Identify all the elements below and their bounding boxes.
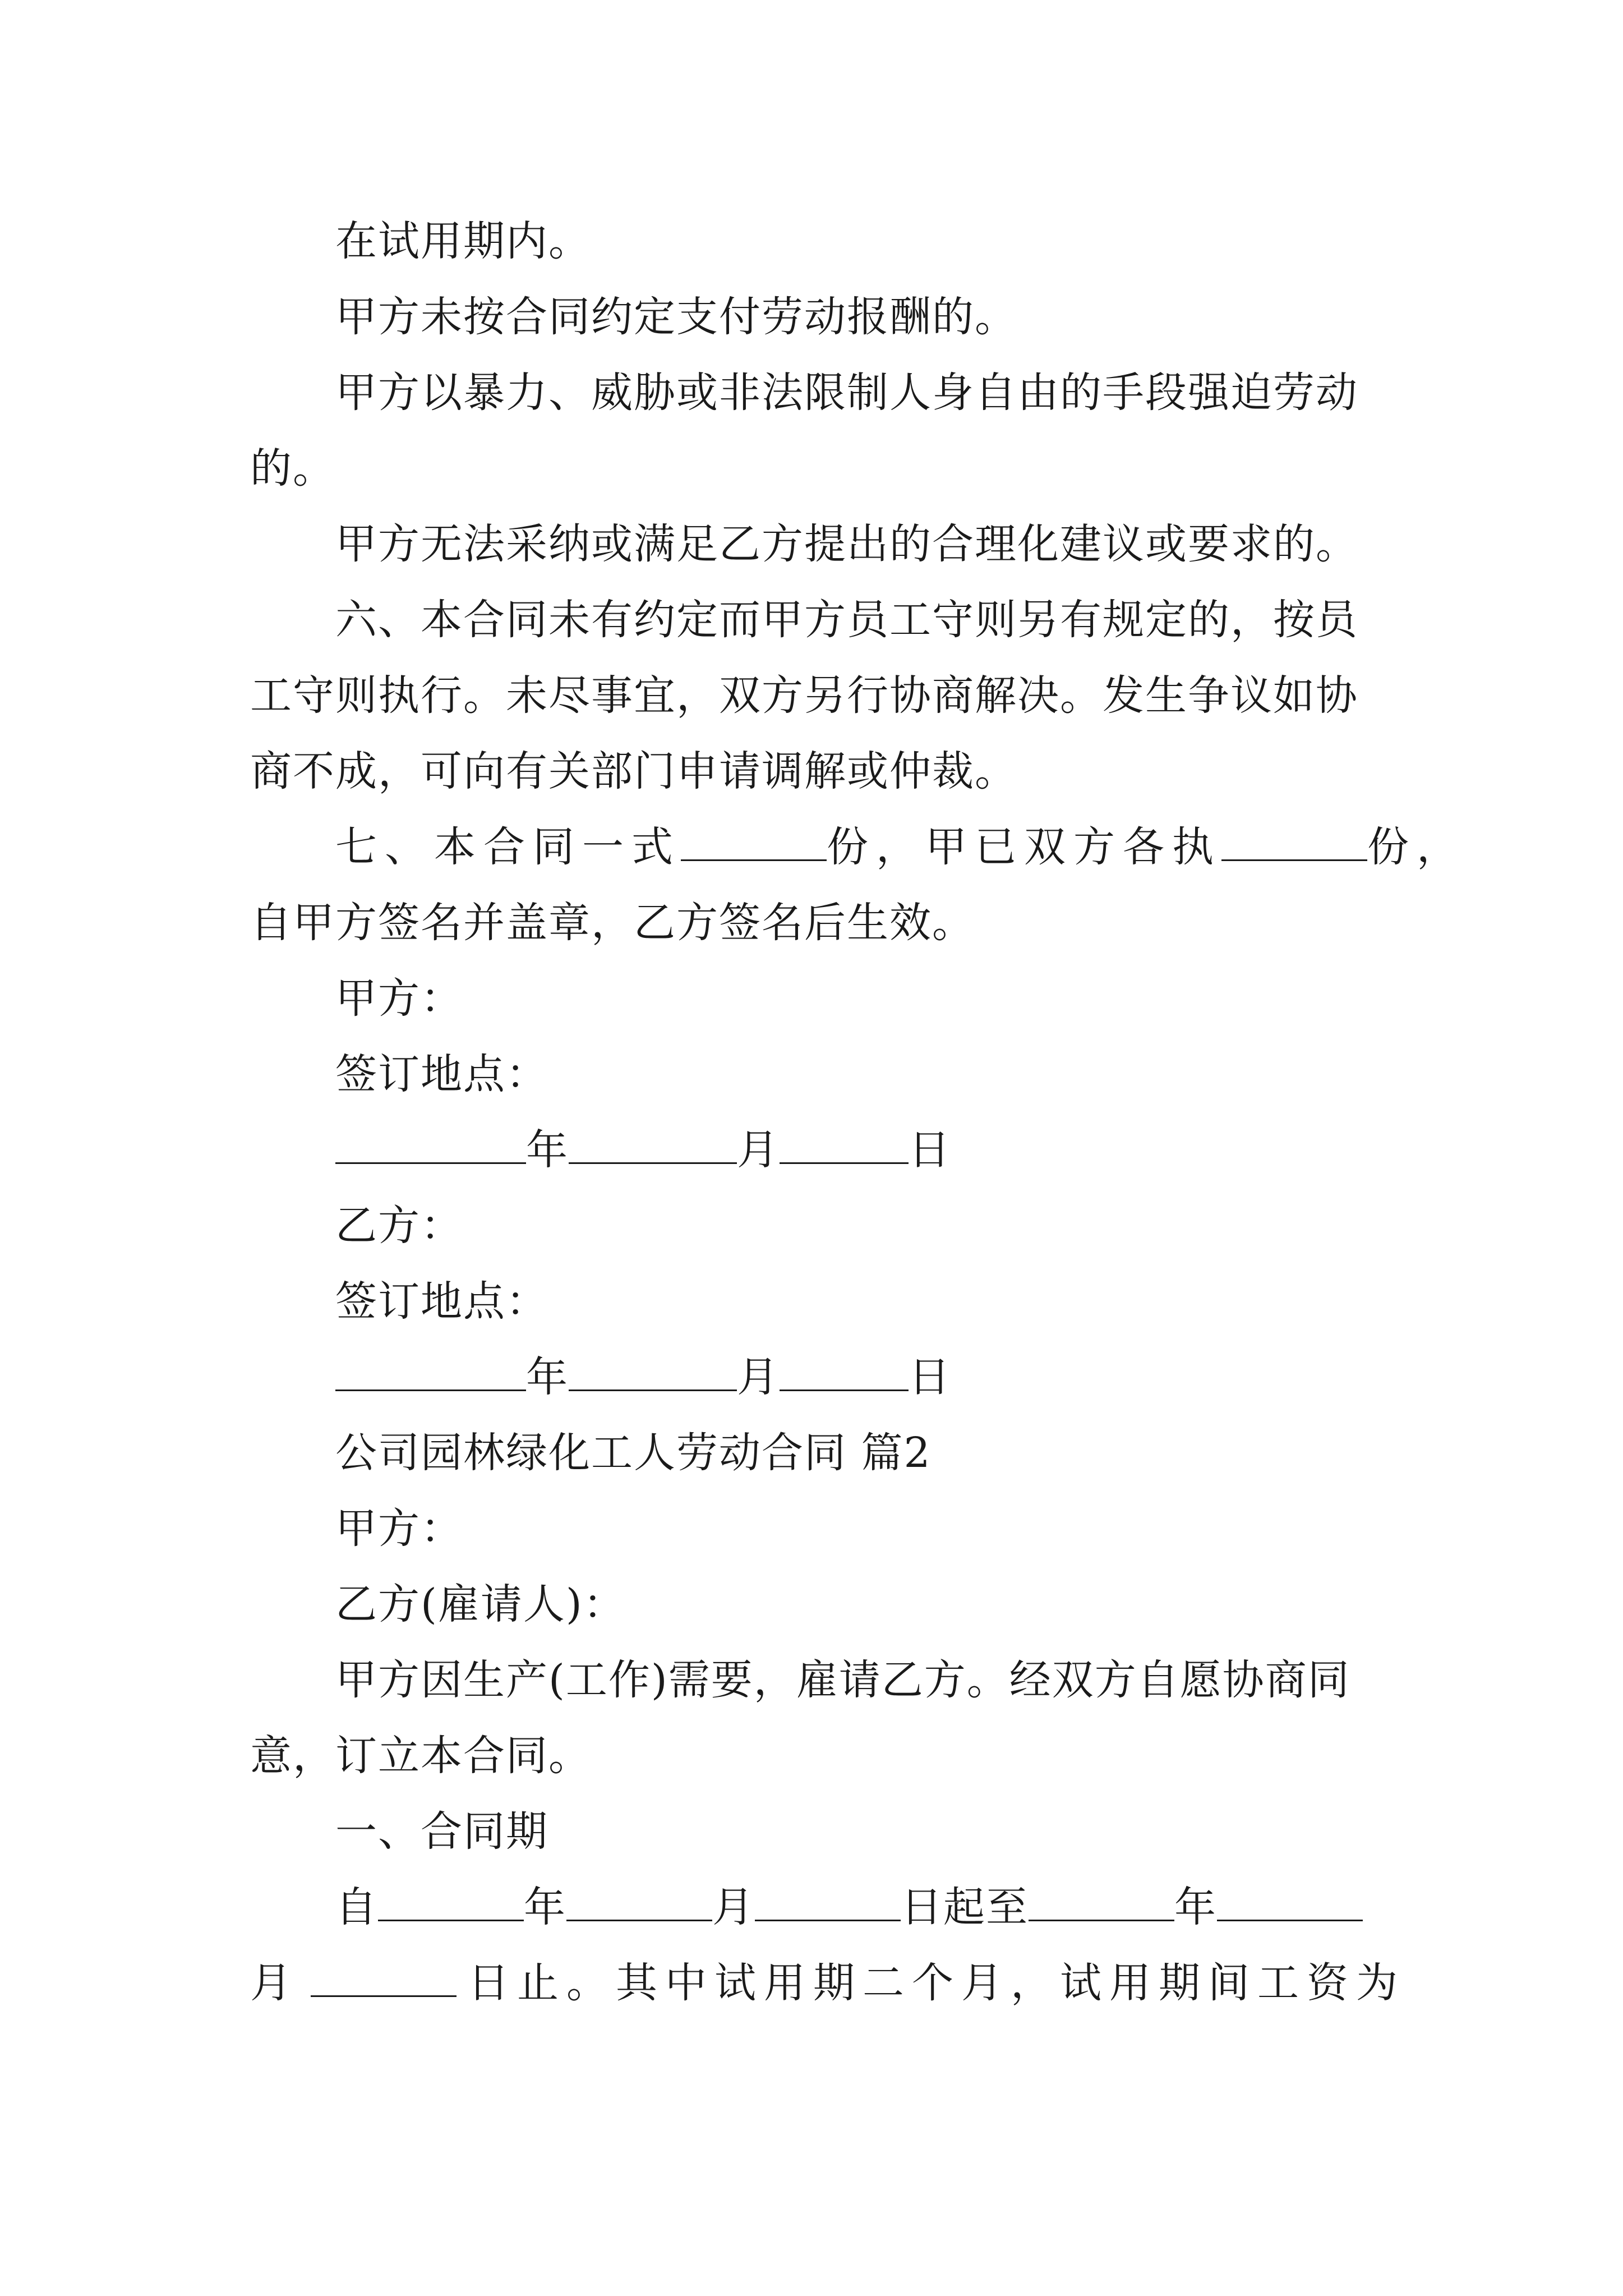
date-line-a	[335, 1122, 1468, 1178]
copies-suffix: 份，	[1367, 823, 1466, 871]
text-line: 甲方因生产(工作)需要，雇请乙方。经双方自愿协商同	[335, 1656, 1350, 1704]
day-to-label: 日起至	[901, 1883, 1029, 1931]
end-day-blank	[311, 1958, 457, 1997]
text-line-copies	[335, 819, 1468, 875]
text-line: 工守则执行。未尽事宜，双方另行协商解决。发生争议如协	[250, 671, 1358, 720]
party-a-label: 甲方：	[335, 1504, 463, 1553]
sign-place-label: 签订地点：	[335, 1050, 548, 1098]
start-day-blank	[755, 1883, 901, 1921]
copies-label: 七、本合同一式	[335, 823, 681, 871]
year-blank	[335, 1352, 526, 1391]
text-line: 的。	[250, 444, 335, 493]
year-label: 年	[1174, 1883, 1217, 1931]
day-label: 日	[909, 1126, 951, 1174]
month-label: 月	[737, 1353, 780, 1401]
day-label: 日	[909, 1353, 951, 1401]
year-blank	[335, 1125, 526, 1164]
end-month-blank	[1217, 1883, 1363, 1921]
start-month-blank	[566, 1883, 712, 1921]
contract-period-line	[335, 1879, 1468, 1935]
party-b-label: 乙方：	[335, 1202, 463, 1250]
start-year-blank	[378, 1883, 524, 1921]
clause-heading: 一、合同期	[335, 1807, 548, 1856]
text-line: 甲方未按合同约定支付劳动报酬的。	[335, 293, 1017, 341]
party-a-label: 甲方：	[335, 974, 463, 1023]
year-label: 年	[524, 1883, 566, 1931]
year-label: 年	[526, 1353, 569, 1401]
copies-each-blank	[1221, 822, 1367, 861]
month-label: 月	[250, 1959, 299, 2007]
month-label: 月	[737, 1126, 780, 1174]
year-label: 年	[526, 1126, 569, 1174]
month-blank	[569, 1352, 737, 1391]
end-year-blank	[1029, 1883, 1174, 1921]
trial-period-text: 日止。其中试用期二个月，试用期间工资为	[468, 1959, 1405, 2007]
from-label: 自	[335, 1883, 378, 1931]
copies-total-blank	[681, 822, 827, 861]
text-line: 意，订立本合同。	[250, 1732, 591, 1780]
day-blank	[780, 1352, 909, 1391]
text-line: 商不成，可向有关部门申请调解或仲裁。	[250, 747, 1017, 795]
text-line: 在试用期内。	[335, 217, 591, 265]
section-title: 公司园林绿化工人劳动合同 篇2	[335, 1429, 932, 1477]
month-blank	[569, 1125, 737, 1164]
text-line: 甲方以暴力、威胁或非法限制人身自由的手段强迫劳动	[335, 369, 1358, 417]
day-blank	[780, 1125, 909, 1164]
text-line: 甲方无法采纳或满足乙方提出的合理化建议或要求的。	[335, 520, 1358, 568]
contract-period-line-2	[250, 1955, 1405, 2011]
sign-place-label: 签订地点：	[335, 1277, 548, 1326]
party-b-label: 乙方(雇请人)：	[335, 1580, 626, 1628]
month-label: 月	[712, 1883, 755, 1931]
text-line: 六、本合同未有约定而甲方员工守则另有规定的，按员	[335, 596, 1358, 644]
date-line-b	[335, 1349, 1468, 1405]
copies-each-label: 份，甲已双方各执	[827, 823, 1221, 871]
text-line: 自甲方签名并盖章，乙方签名后生效。	[250, 899, 975, 947]
